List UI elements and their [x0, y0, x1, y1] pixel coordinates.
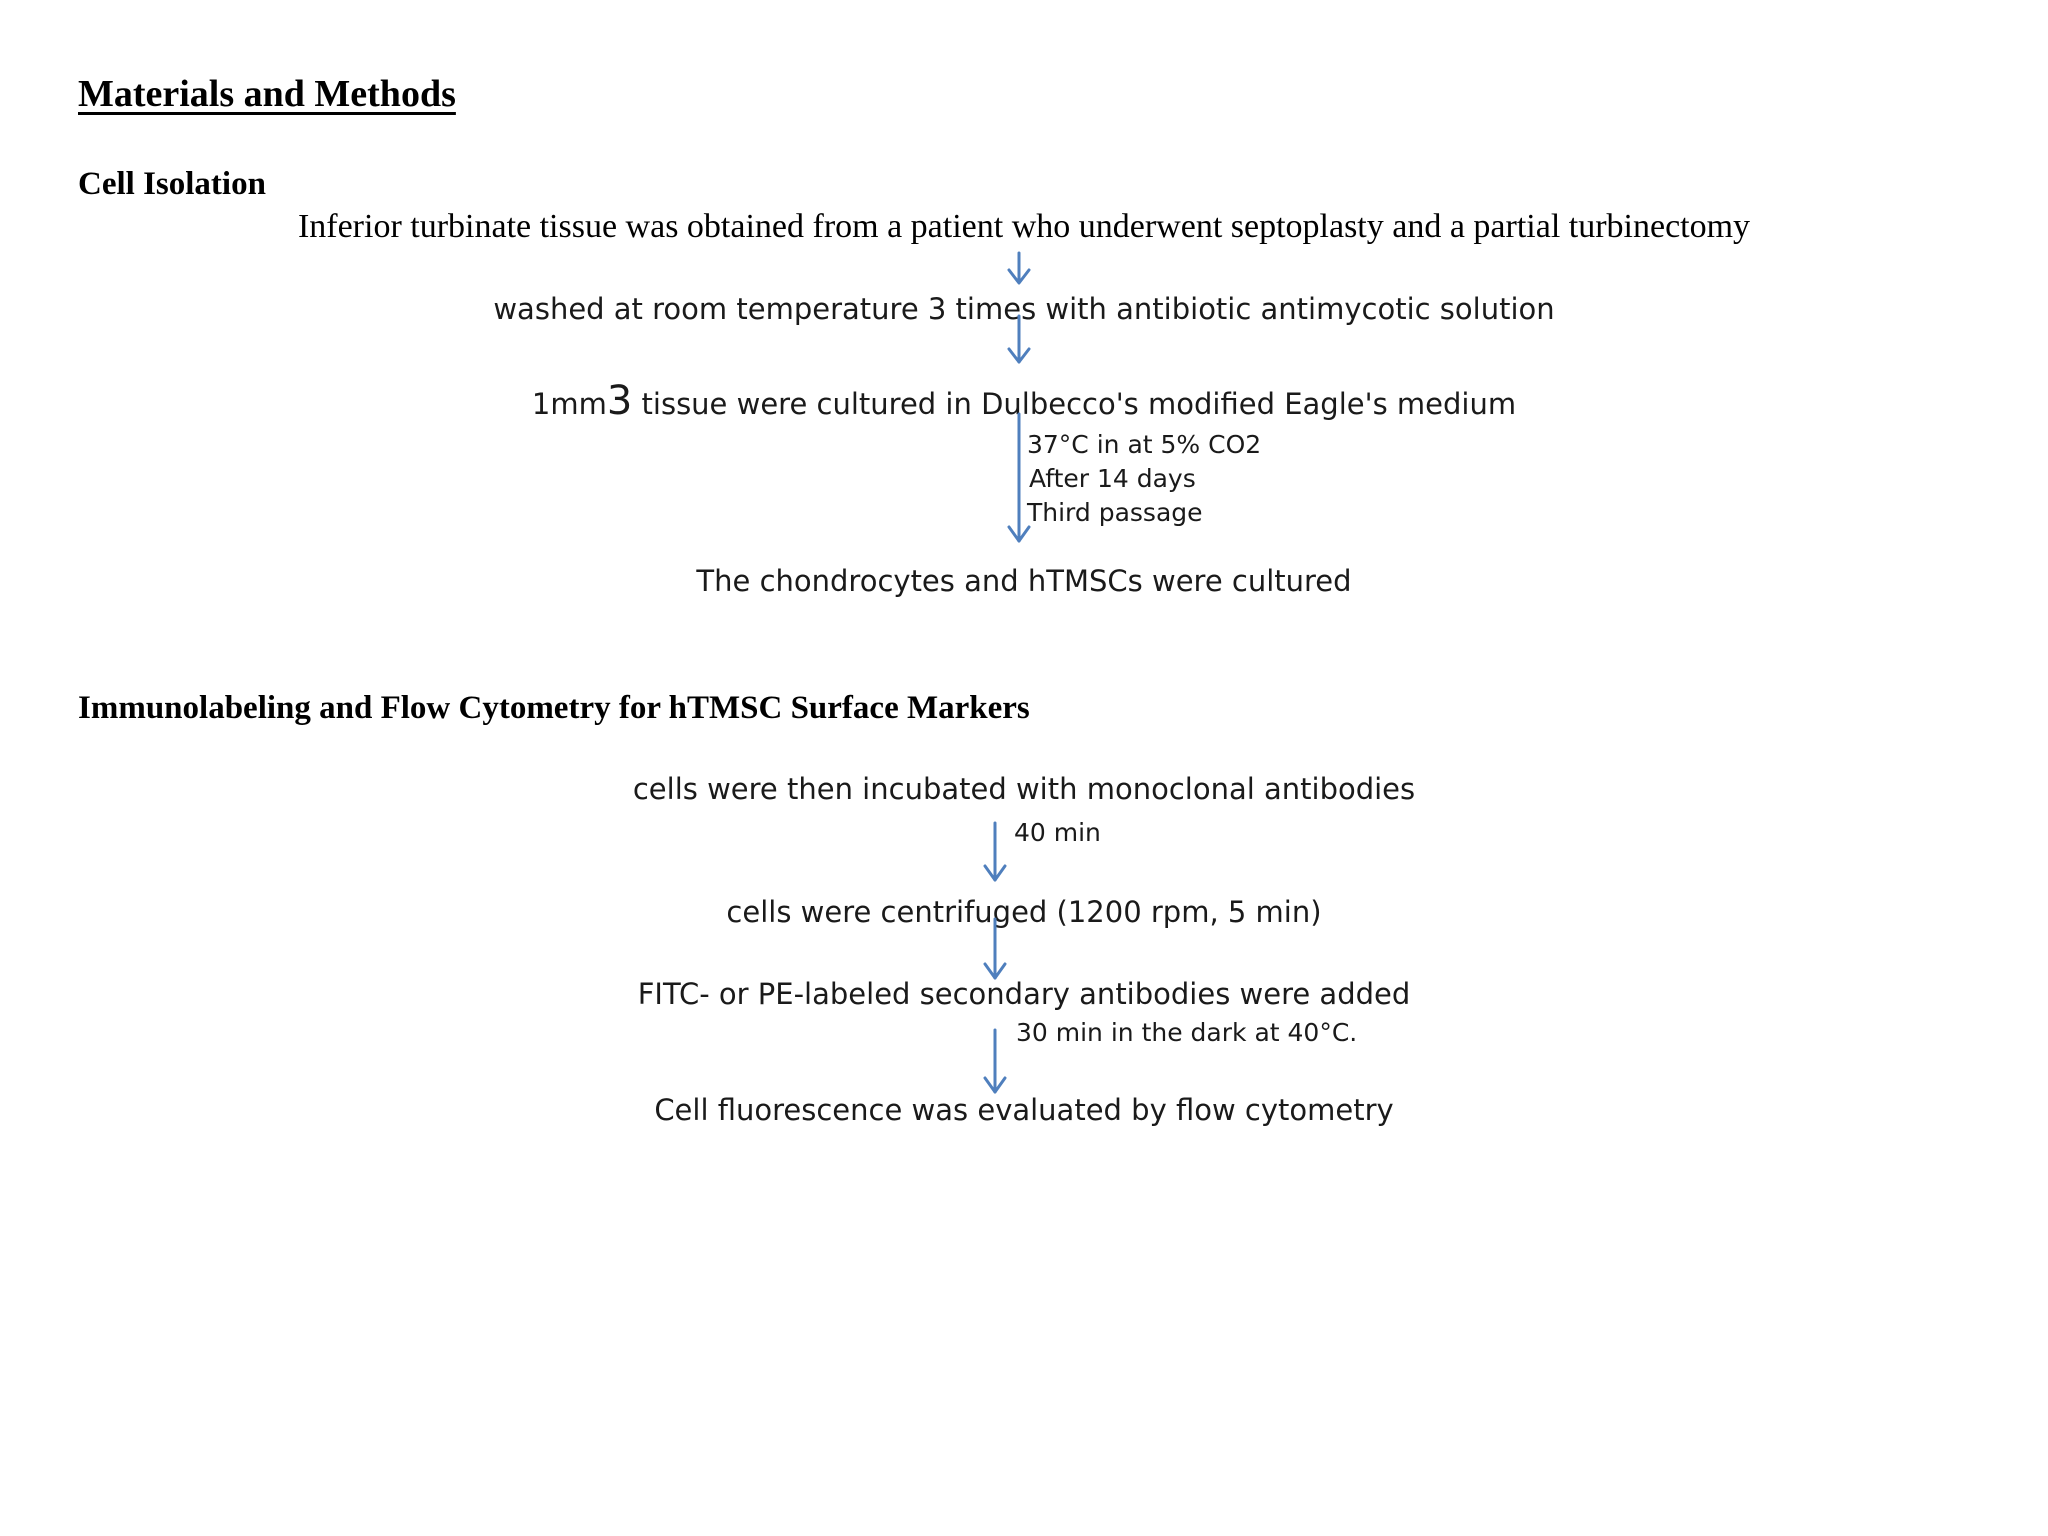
- step-tissue-cultured-exponent: 3: [606, 378, 633, 424]
- page-title: Materials and Methods: [78, 73, 456, 115]
- step-flow-cytometry: Cell fluorescence was evaluated by flow cytometry: [654, 1093, 1394, 1127]
- note-incubation-conditions: 37°C in at 5% CO2: [1027, 430, 1262, 459]
- step-tissue-obtained: Inferior turbinate tissue was obtained from a patient who underwent septoplasty and a partial turbinectomy: [297, 208, 1751, 245]
- note-duration: After 14 days: [1029, 464, 1196, 493]
- note-incubation-time: 40 min: [1014, 818, 1101, 847]
- section-heading-cell-isolation: Cell Isolation: [78, 166, 266, 202]
- step-chondrocytes-cultured: The chondrocytes and hTMSCs were cultured: [696, 564, 1352, 598]
- arrow-down-icon: [1009, 414, 1029, 541]
- arrow-down-icon: [985, 1030, 1005, 1092]
- note-passage: Third passage: [1027, 498, 1203, 527]
- step-centrifuged: cells were centrifuged (1200 rpm, 5 min): [726, 895, 1322, 929]
- arrow-down-icon: [1009, 253, 1029, 283]
- arrow-down-icon: [985, 823, 1005, 880]
- step-tissue-cultured-prefix: 1mm: [531, 387, 607, 421]
- step-washed: washed at room temperature 3 times with antibiotic antimycotic solution: [493, 292, 1555, 326]
- step-secondary-antibodies: FITC- or PE-labeled secondary antibodies were added: [637, 977, 1411, 1011]
- section-heading-flow-cytometry: Immunolabeling and Flow Cytometry for hTMSC Surface Markers: [78, 690, 1030, 726]
- note-dark-incubation: 30 min in the dark at 40°C.: [1016, 1018, 1358, 1047]
- step-tissue-cultured-rest: tissue were cultured in Dulbecco's modified Eagle's medium: [632, 387, 1517, 421]
- step-incubated-antibodies: cells were then incubated with monoclonal antibodies: [632, 772, 1416, 806]
- step-tissue-cultured: [0, 378, 2048, 424]
